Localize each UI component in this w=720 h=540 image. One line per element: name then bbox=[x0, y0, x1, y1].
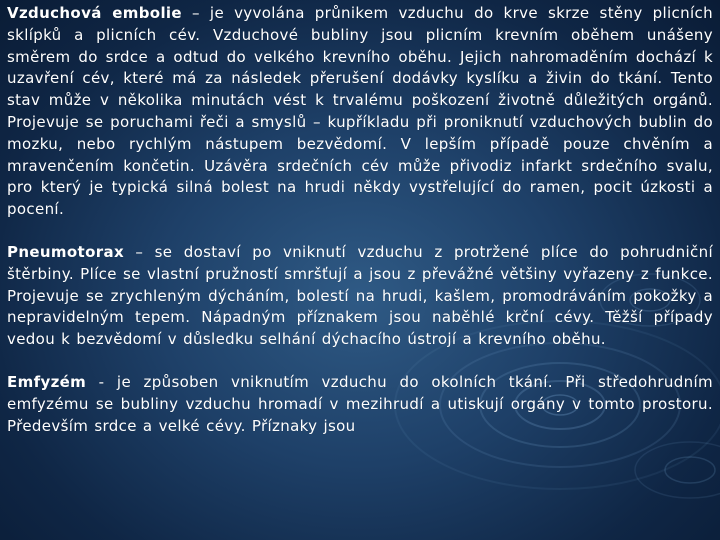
slide-text-body bbox=[7, 3, 713, 458]
definition-pneumotorax: – se dostaví po vniknutí vzduchu z protržené plíce do pohrudniční štěrbiny. Plíce se vlastní pružností smršťují a jsou z převážné většiny vyřazeny z funkce. Projevuje se zrychleným dýcháním, bolestí na hrudi, kašlem, promodráváním pokožky a nepravidelným tepem. Nápadným příznakem jsou naběhlé krční cévy. Těžší případy vedou k bezvědomí v důsledku selhání dýchacího ústrojí a krevního oběhu. bbox=[7, 242, 713, 349]
definition-vzduchova-embolie: – je vyvolána průnikem vzduchu do krve skrze stěny plicních sklípků a plicních cév. Vzduchové bubliny jsou plicním krevním oběhem unášeny směrem do srdce a odtud do velkého krevního oběhu. Jejich nahromaděním dochází k uzavření cév, které má za následek přerušení dodávky kyslíku a živin do tkání. Tento stav může v několika minutách vést k trvalému poškození životně důležitých orgánů. Projevuje se poruchami řeči a smyslů – kupříkladu při proniknutí vzduchových bublin do mozku, nebo rychlým nástupem bezvědomí. V lepším případě pouze chvěním a mravenčením končetin. Uzávěra srdečních cév může přivodiz infarkt srdečního svalu, pro který je typická silná bolest na hrudi někdy vystřelující do ramen, pocit úzkosti a pocení. bbox=[7, 4, 713, 219]
paragraph-vzduchova-embolie bbox=[7, 3, 713, 221]
term-vzduchova-embolie: Vzduchová embolie bbox=[7, 4, 182, 22]
term-emfyzem: Emfyzém bbox=[7, 372, 87, 391]
term-pneumotorax: Pneumotorax bbox=[7, 242, 124, 261]
paragraph-pneumotorax bbox=[7, 242, 713, 351]
paragraph-emfyzem bbox=[7, 372, 713, 437]
definition-emfyzem: - je způsoben vniknutím vzduchu do okolních tkání. Při středohrudním emfyzému se bubliny vzduchu hromadí v mezihrudí a utiskují orgány v tomto prostoru. Především srdce a velké cévy. Příznaky jsou bbox=[7, 372, 713, 435]
